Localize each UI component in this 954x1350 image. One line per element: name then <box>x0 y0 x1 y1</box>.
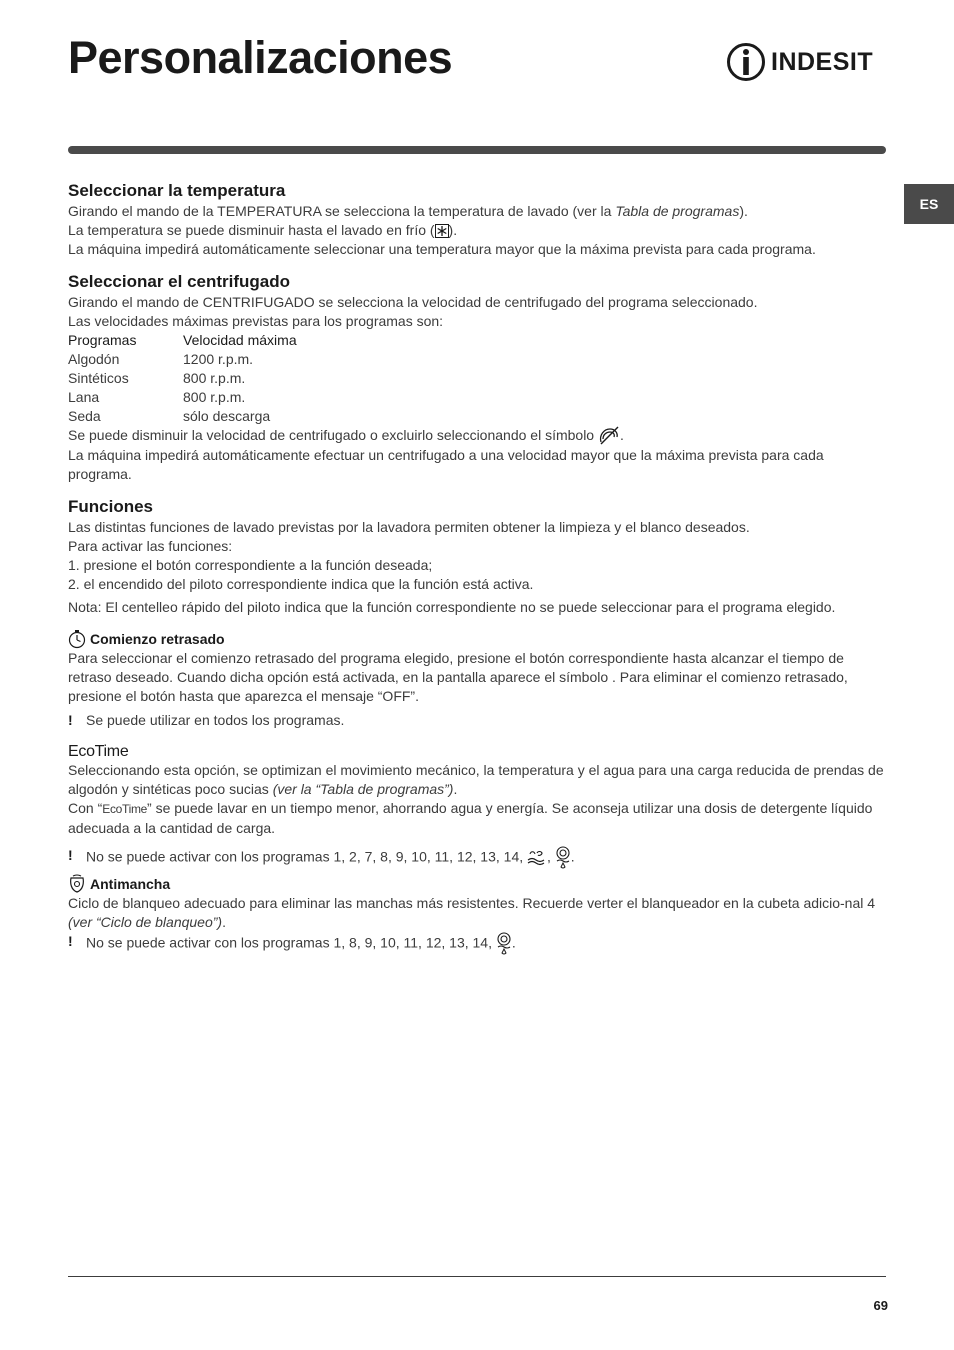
main-content <box>68 180 886 956</box>
page-number: 69 <box>873 1298 888 1313</box>
subheading-antimancha: Antimancha <box>68 874 886 894</box>
antimancha-text: Ciclo de blanqueo adecuado para eliminar las manchas más resistentes. Recuerde verter el blanqueador en la cubeta adicio-nal 4 (ver “Ciclo de blanqueo”). <box>68 895 876 931</box>
column-header-programas: Programas <box>68 332 137 348</box>
funciones-nota: Nota: El centelleo rápido del piloto indica que la función correspondiente no se puede seleccionar para el programa elegido. <box>68 599 836 616</box>
centrifugado-line-1: Girando el mando de CENTRIFUGADO se selecciona la velocidad de centrifugado del programa seleccionado. <box>68 294 758 310</box>
centrifugado-line-4: La máquina impedirá automáticamente efectuar un centrifugado a una velocidad mayor que la máxima prevista para cada programa. <box>68 447 824 483</box>
centrifugado-line-3: Se puede disminuir la velocidad de centrifugado o excluirlo seleccionando el símbolo . <box>68 426 886 446</box>
language-tab: ES <box>904 184 954 224</box>
temperatura-line-3: La máquina impedirá automáticamente seleccionar una temperatura mayor que la máxima prevista para cada programa. <box>68 241 816 257</box>
speed-table-header <box>68 331 886 350</box>
indesit-logo <box>726 40 873 84</box>
comienzo-warning: ! Se puede utilizar en todos los programas. <box>68 712 345 729</box>
drain-spin-icon <box>496 932 512 956</box>
stain-removal-icon <box>68 874 86 894</box>
brand-wordmark: INDESIT <box>771 47 874 76</box>
subheading-comienzo-retrasado: Comienzo retrasado <box>68 629 886 649</box>
warning-mark: ! <box>68 712 73 729</box>
funciones-step-1: 1. presione el botón correspondiente a la función deseada; <box>68 557 433 574</box>
table-row: Algodón 1200 r.p.m. <box>68 351 254 367</box>
ecotime-inline-logo: EcoTime <box>102 802 148 817</box>
wool-handwash-icon <box>527 849 547 867</box>
table-row: Seda sólo descarga <box>68 408 271 424</box>
cold-wash-icon <box>435 224 449 238</box>
heading-centrifugado: Seleccionar el centrifugado <box>68 272 291 291</box>
page-title: Personalizaciones <box>68 32 453 83</box>
column-header-velocidad: Velocidad máxima <box>183 332 297 348</box>
centrifugado-line-2: Las velocidades máximas previstas para los programas son: <box>68 313 444 329</box>
drain-spin-icon <box>555 846 571 870</box>
ecotime-line-1: Seleccionando esta opción, se optimizan el movimiento mecánico, la temperatura y el agua para una carga reducida de prendas de algodón y sintéticas poco sucias (ver la “Tabla de programas”). <box>68 762 884 798</box>
speed-table <box>68 331 886 426</box>
funciones-line-1: Las distintas funciones de lavado previstas por la lavadora permiten obtener la limpieza y el blanco deseados. <box>68 519 750 536</box>
ecotime-logo: EcoTime <box>68 743 129 761</box>
header-divider <box>68 146 886 154</box>
ecotime-line-2: Con “EcoTime” se puede lavar en un tiempo menor, ahorrando agua y energía. Se aconseja utilizar una dosis de detergente líquido adecuada a la cantidad de carga. <box>68 800 873 837</box>
table-row: Sintéticos 800 r.p.m. <box>68 370 246 386</box>
no-spin-icon <box>598 426 620 446</box>
heading-funciones: Funciones <box>68 497 154 517</box>
temperatura-line-1: Girando el mando de la TEMPERATURA se selecciona la temperatura de lavado (ver la Tabla de programas). <box>68 203 748 219</box>
heading-temperatura: Seleccionar la temperatura <box>68 181 286 200</box>
footer-divider <box>68 1276 886 1277</box>
ecotime-warning: ! No se puede activar con los programas 1, 2, 7, 8, 9, 10, 11, 12, 13, 14, , . <box>68 846 886 870</box>
table-row: Lana 800 r.p.m. <box>68 389 246 405</box>
indesit-i-emblem-icon <box>726 41 766 83</box>
antimancha-warning: ! No se puede activar con los programas 1, 8, 9, 10, 11, 12, 13, 14, . <box>68 932 886 956</box>
temperatura-line-2: La temperatura se puede disminuir hasta el lavado en frío ( ). <box>68 222 458 238</box>
delay-timer-icon <box>68 629 86 649</box>
funciones-line-2: Para activar las funciones: <box>68 538 233 555</box>
comienzo-text: Para seleccionar el comienzo retrasado del programa elegido, presione el botón correspondiente hasta alcanzar el tiempo de retraso deseado. Cuando dicha opción está activada, en la pantalla aparece el símbolo . Para eliminar el comienzo retrasado, presione el botón hasta que aparezca el mensaje “OFF”. <box>68 650 848 705</box>
funciones-step-2: 2. el encendido del piloto correspondiente indica que la función está activa. <box>68 576 534 593</box>
